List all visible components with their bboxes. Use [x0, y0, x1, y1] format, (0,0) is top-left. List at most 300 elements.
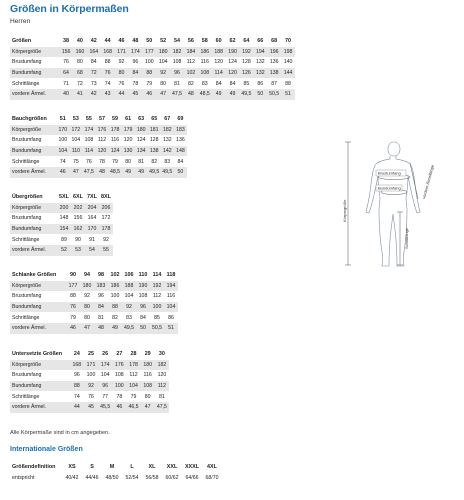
table-cell: 128 — [242, 59, 251, 66]
table-cell: 116 — [110, 137, 120, 144]
table-cell: 168 — [70, 360, 84, 371]
table-cell: 78 — [132, 80, 139, 87]
table-cell: 55 — [99, 245, 113, 256]
table-cell: 130 — [122, 146, 135, 157]
table-cell: 108 — [84, 137, 94, 144]
table-cell: 198 — [281, 47, 295, 58]
row-label: Schrittlänge — [12, 158, 40, 165]
table-cell: 194 — [164, 281, 178, 292]
size-header-cell: 56 — [187, 38, 194, 45]
table-header-row — [10, 349, 169, 360]
table-cell: 52 — [57, 245, 71, 256]
table-cell: 170 — [85, 224, 99, 235]
table-cell: 75 — [72, 158, 79, 165]
table-cell: 177 — [66, 281, 80, 292]
table-cell: 182 — [155, 360, 169, 371]
table-cell: 138 — [267, 68, 281, 79]
table-cell: 74 — [104, 80, 111, 87]
size-header-cell: 52 — [160, 38, 167, 45]
table-header-row — [10, 270, 178, 281]
table-cell: 89 — [61, 236, 67, 243]
table-cell: 80 — [77, 59, 83, 66]
table-cell: 100 — [86, 372, 96, 379]
table-row — [10, 302, 178, 313]
table-cell: 81 — [174, 80, 180, 87]
table-cell: 112 — [155, 381, 169, 392]
size-header-cell: 25 — [88, 351, 94, 358]
size-header-cell: 67 — [164, 116, 171, 123]
table-cell: 79 — [130, 393, 137, 400]
table-cell: 80 — [160, 80, 167, 87]
table-cell: 108 — [115, 372, 124, 379]
table-row — [10, 381, 169, 392]
body-silhouette — [366, 142, 420, 266]
size-header-cell: 57 — [98, 116, 105, 123]
size-header-cell: 102 — [110, 272, 120, 279]
table-cell: 112 — [129, 372, 138, 379]
table-cell: 102 — [184, 68, 198, 79]
table-cell: 177 — [142, 47, 156, 58]
table-cell: 50 — [253, 89, 267, 100]
table-cell: 54 — [85, 245, 99, 256]
row-label: Körpergröße — [10, 203, 57, 214]
table-cell: 100 — [112, 381, 126, 392]
table-cell: 78 — [99, 158, 105, 165]
waist-label: Bundumfang — [378, 185, 401, 191]
table-cell: 47 — [69, 167, 82, 178]
size-header-cell: XS — [68, 464, 76, 471]
table-cell: 64/66 — [185, 474, 199, 481]
table-cell: 180 — [156, 47, 170, 58]
table-row — [10, 68, 295, 79]
size-header-cell: 60 — [215, 38, 222, 45]
table-cell: 136 — [269, 59, 279, 66]
table-cell: 49 — [122, 167, 135, 178]
table-cell: 60/62 — [165, 474, 179, 481]
table-cell: 120 — [214, 59, 223, 66]
table-cell: 108 — [172, 59, 182, 66]
table-row — [10, 167, 187, 178]
table-cell: 132 — [162, 137, 172, 144]
row-label: Körpergröße — [10, 47, 59, 58]
size-header-cell: XXXL — [184, 464, 200, 471]
chest-label: Brustumfang — [378, 170, 401, 176]
table-cell: 78 — [116, 393, 123, 400]
size-header-cell: 118 — [166, 272, 176, 279]
table-cell: 104 — [71, 137, 81, 144]
table-cell: 183 — [94, 281, 108, 292]
table-cell: 92 — [84, 293, 90, 300]
table-cell: 42 — [87, 89, 101, 100]
table-cell: 104 — [158, 59, 168, 66]
table-cell: 192 — [150, 281, 164, 292]
table-cell: 74 — [59, 158, 66, 165]
table-cell: 172 — [101, 215, 111, 222]
table-cell: 49 — [212, 89, 226, 100]
size-header-cell: 40 — [76, 38, 83, 45]
size-header-cell: 27 — [116, 351, 123, 358]
table-cell: 180 — [80, 281, 94, 292]
table-cell: 124 — [136, 137, 146, 144]
table-cell: 184 — [184, 47, 198, 58]
table-row — [10, 281, 178, 292]
table-cell: 88 — [142, 68, 156, 79]
row-label: Schrittlänge — [12, 236, 40, 243]
table-cell: 92 — [118, 59, 125, 66]
table-cell: 49,5 — [148, 167, 161, 178]
size-header-cell: 114 — [152, 272, 162, 279]
table-cell: 179 — [122, 125, 135, 136]
table-cell: 170 — [56, 125, 69, 136]
table-cell: 88 — [70, 293, 76, 300]
table-cell: 171 — [115, 47, 129, 58]
table-cell: 181 — [148, 125, 161, 136]
table-row — [10, 47, 295, 58]
size-header-cell: 50 — [146, 38, 153, 45]
table-cell: 134 — [135, 146, 148, 157]
row-label: Schrittlänge — [12, 314, 40, 321]
table-cell: 52/54 — [125, 474, 139, 481]
table-cell: 100 — [144, 59, 154, 66]
table-header-row — [10, 462, 222, 473]
table-cell: 182 — [161, 125, 174, 136]
table-cell: 88 — [104, 59, 111, 66]
table-cell: 48,5 — [198, 89, 212, 100]
table-cell: 84 — [128, 68, 142, 79]
table-cell: 116 — [143, 372, 152, 379]
table-row — [10, 213, 113, 224]
table-cell: 47,5 — [155, 402, 169, 413]
table-cell: 85 — [243, 80, 250, 87]
body-outline-diagram — [330, 137, 460, 272]
size-header-cell: 28 — [130, 351, 137, 358]
table-cell: 76 — [118, 80, 125, 87]
table-cell: 79 — [112, 158, 118, 165]
table-cell: 48 — [94, 323, 108, 334]
table-cell: 192 — [239, 47, 253, 58]
table-cell: 126 — [239, 68, 253, 79]
table-cell: 80 — [144, 393, 151, 400]
table-cell: 44 — [115, 89, 129, 100]
table-cell: 47 — [80, 323, 94, 334]
table-row — [10, 234, 113, 245]
table-cell: 80 — [115, 68, 129, 79]
table-cell: 47,5 — [82, 167, 95, 178]
row-label: entspricht — [12, 474, 35, 481]
table-header-row — [10, 36, 295, 47]
row-label: Brustumfang — [12, 137, 42, 144]
table-row — [10, 224, 113, 235]
table-cell: 80 — [125, 158, 131, 165]
row-label: Bundumfang — [10, 302, 66, 313]
table-cell: 49,5 — [239, 89, 253, 100]
size-header-cell: 7XL — [87, 194, 97, 201]
table-cell: 46 — [56, 167, 69, 178]
size-header-cell: 53 — [72, 116, 79, 123]
table-cell: 96 — [98, 293, 104, 300]
table-cell: 202 — [71, 203, 85, 214]
table-cell: 79 — [70, 314, 76, 321]
size-header-cell: 98 — [98, 272, 104, 279]
size-header-cell: 90 — [70, 272, 76, 279]
size-header-cell: 55 — [85, 116, 92, 123]
table-cell: 87 — [271, 80, 278, 87]
table-cell: 88 — [70, 381, 84, 392]
table-cell: 50 — [136, 323, 150, 334]
row-label: Körpergröße — [10, 360, 70, 371]
size-header-cell: 70 — [285, 38, 292, 45]
table-row — [10, 203, 113, 214]
size-table-international — [10, 462, 222, 483]
table-cell: 86 — [168, 314, 174, 321]
size-header-cell: 106 — [124, 272, 134, 279]
table-cell: 49 — [226, 89, 240, 100]
size-header-cell: 5XL — [59, 194, 69, 201]
table-cell: 44/46 — [85, 474, 99, 481]
size-header-cell: 24 — [73, 351, 80, 358]
table-cell: 84 — [140, 314, 146, 321]
table-cell: 43 — [101, 89, 115, 100]
table-cell: 81 — [159, 393, 165, 400]
size-header-cell: 46 — [118, 38, 125, 45]
table-cell: 49,5 — [161, 167, 174, 178]
table-cell: 51 — [164, 323, 178, 334]
table-cell: 83 — [201, 80, 208, 87]
row-label: vordere Ärmel. — [10, 89, 59, 100]
international-sizes-title: Internationale Größen — [10, 446, 83, 453]
row-label: Bundumfang — [10, 224, 57, 235]
table-cell: 46 — [66, 323, 80, 334]
table-cell: 148 — [174, 146, 187, 157]
row-label: Schrittlänge — [12, 393, 40, 400]
table-cell: 114 — [212, 68, 226, 79]
table-cell: 92 — [156, 68, 170, 79]
row-label: Bundumfang — [10, 381, 70, 392]
table-row — [10, 312, 178, 323]
table-cell: 88 — [108, 302, 122, 313]
table-cell: 68/70 — [205, 474, 219, 481]
table-cell: 56/58 — [145, 474, 159, 481]
table-cell: 120 — [123, 137, 133, 144]
table-cell: 45 — [84, 402, 98, 413]
table-cell: 45 — [128, 89, 142, 100]
size-header-cell: M — [109, 464, 115, 471]
table-cell: 178 — [126, 360, 140, 371]
table-cell: 49,5 — [122, 323, 136, 334]
table-cell: 112 — [97, 137, 107, 144]
table-cell: 50,5 — [150, 323, 164, 334]
table-cell: 48 — [95, 167, 108, 178]
body-measurement-figure — [330, 137, 460, 272]
table-cell: 92 — [122, 302, 136, 313]
size-header-cell: 62 — [229, 38, 236, 45]
table-cell: 47,5 — [170, 89, 184, 100]
size-header-cell: XL — [148, 464, 156, 471]
sleeve-label: vordere Ärmellänge — [421, 164, 436, 200]
table-cell: 138 — [148, 146, 161, 157]
table-cell: 72 — [77, 80, 83, 87]
table-cell: 162 — [71, 224, 85, 235]
table-cell: 76 — [101, 68, 115, 79]
table-cell: 83 — [164, 158, 171, 165]
size-header-cell: 48 — [132, 38, 139, 45]
size-header-cell: 94 — [84, 272, 90, 279]
table-row — [10, 156, 187, 167]
table-cell: 108 — [141, 381, 155, 392]
table-cell: 48/50 — [105, 474, 119, 481]
table-cell: 85 — [154, 314, 160, 321]
table-cell: 104 — [56, 146, 69, 157]
row-label: vordere Ärmel. — [10, 402, 70, 413]
table-cell: 86 — [257, 80, 264, 87]
table-row — [10, 89, 295, 100]
table-cell: 183 — [174, 125, 187, 136]
table-cell: 171 — [84, 360, 98, 371]
table-cell: 124 — [109, 146, 122, 157]
table-cell: 74 — [73, 393, 80, 400]
size-table-groessen — [10, 36, 295, 100]
table-cell: 76 — [63, 59, 69, 66]
table-cell: 116 — [166, 293, 176, 300]
table-cell: 72 — [87, 68, 101, 79]
table-title: Größen — [12, 38, 32, 45]
table-title: Übergrößen — [12, 194, 43, 201]
table-cell: 204 — [85, 203, 99, 214]
table-cell: 174 — [128, 47, 142, 58]
table-cell: 178 — [99, 224, 113, 235]
table-cell: 45,5 — [98, 402, 112, 413]
measurement-note: Alle Körpermaße sind in cm angegeben. — [10, 430, 110, 436]
table-cell: 96 — [132, 59, 139, 66]
size-header-cell: 64 — [243, 38, 250, 45]
table-cell: 190 — [136, 281, 150, 292]
size-header-cell: 4XL — [207, 464, 217, 471]
table-cell: 176 — [95, 125, 108, 136]
row-label: Körpergröße — [10, 281, 66, 292]
table-cell: 46 — [142, 89, 156, 100]
table-cell: 116 — [200, 59, 209, 66]
size-header-cell: 63 — [138, 116, 145, 123]
table-cell: 186 — [108, 281, 122, 292]
table-cell: 104 — [100, 372, 110, 379]
table-cell: 84 — [177, 158, 184, 165]
table-row — [10, 125, 187, 136]
size-header-cell: 68 — [271, 38, 278, 45]
table-cell: 200 — [57, 203, 71, 214]
table-cell: 82 — [112, 314, 118, 321]
table-cell: 84 — [94, 302, 108, 313]
table-row — [10, 57, 295, 68]
table-cell: 112 — [152, 293, 162, 300]
table-cell: 76 — [88, 393, 94, 400]
table-cell: 104 — [124, 293, 134, 300]
table-cell: 206 — [99, 203, 113, 214]
page-subtitle: Herren — [10, 18, 31, 25]
table-row — [10, 473, 222, 484]
table-cell: 84 — [215, 80, 222, 87]
table-cell: 80 — [84, 314, 90, 321]
row-label: Brustumfang — [12, 293, 42, 300]
size-header-cell: 54 — [174, 38, 181, 45]
table-cell: 64 — [59, 68, 73, 79]
table-cell: 84 — [229, 80, 236, 87]
table-cell: 164 — [87, 215, 97, 222]
row-label: vordere Ärmel. — [10, 323, 66, 334]
table-cell: 156 — [73, 215, 83, 222]
table-cell: 112 — [186, 59, 196, 66]
table-cell: 174 — [82, 125, 95, 136]
table-cell: 76 — [86, 158, 92, 165]
table-cell: 49 — [108, 323, 122, 334]
table-title: Bauchgrößen — [12, 116, 47, 123]
table-title: Untersetzte Größen — [12, 351, 63, 358]
size-header-cell: 29 — [144, 351, 151, 358]
table-row — [10, 360, 169, 371]
table-cell: 83 — [126, 314, 132, 321]
table-header-row — [10, 114, 187, 125]
size-header-cell: 65 — [151, 116, 158, 123]
table-cell: 100 — [150, 302, 164, 313]
table-cell: 82 — [151, 158, 158, 165]
size-header-cell: 8XL — [101, 194, 111, 201]
table-cell: 47 — [141, 402, 155, 413]
table-cell: 160 — [73, 47, 87, 58]
size-table-schlanke — [10, 270, 178, 334]
table-cell: 81 — [98, 314, 104, 321]
table-cell: 92 — [84, 381, 98, 392]
table-cell: 156 — [59, 47, 73, 58]
size-header-cell: 38 — [63, 38, 70, 45]
table-cell: 164 — [87, 47, 101, 58]
row-label: Bundumfang — [10, 68, 59, 79]
table-cell: 124 — [228, 59, 237, 66]
table-cell: 40 — [59, 89, 73, 100]
table-cell: 108 — [198, 68, 212, 79]
table-cell: 182 — [170, 47, 184, 58]
row-label: Bundumfang — [10, 146, 56, 157]
table-row — [10, 78, 295, 89]
size-header-cell: 51 — [59, 116, 66, 123]
table-cell: 84 — [90, 59, 97, 66]
size-header-cell: 6XL — [73, 194, 83, 201]
size-header-cell: L — [130, 464, 134, 471]
table-cell: 104 — [126, 381, 140, 392]
row-label: Brustumfang — [12, 372, 42, 379]
table-cell: 68 — [73, 68, 87, 79]
table-cell: 190 — [226, 47, 240, 58]
table-cell: 76 — [66, 302, 80, 313]
table-row — [10, 323, 178, 334]
table-cell: 196 — [267, 47, 281, 58]
table-cell: 194 — [253, 47, 267, 58]
table-row — [10, 291, 178, 302]
size-header-cell: 30 — [158, 351, 165, 358]
row-label: vordere Ärmel. — [10, 245, 57, 256]
table-cell: 73 — [90, 80, 97, 87]
size-table-uebergroessen — [10, 192, 113, 256]
table-cell: 51 — [281, 89, 295, 100]
table-cell: 96 — [98, 381, 112, 392]
table-cell: 180 — [135, 125, 148, 136]
table-cell: 80 — [80, 302, 94, 313]
size-header-cell: 69 — [177, 116, 184, 123]
table-cell: 50 — [174, 167, 187, 178]
page-title: Größen in Körpermaßen — [10, 3, 129, 15]
size-header-cell: XXL — [166, 464, 178, 471]
table-cell: 92 — [103, 236, 109, 243]
table-cell: 136 — [176, 137, 185, 144]
table-cell: 50,5 — [267, 89, 281, 100]
